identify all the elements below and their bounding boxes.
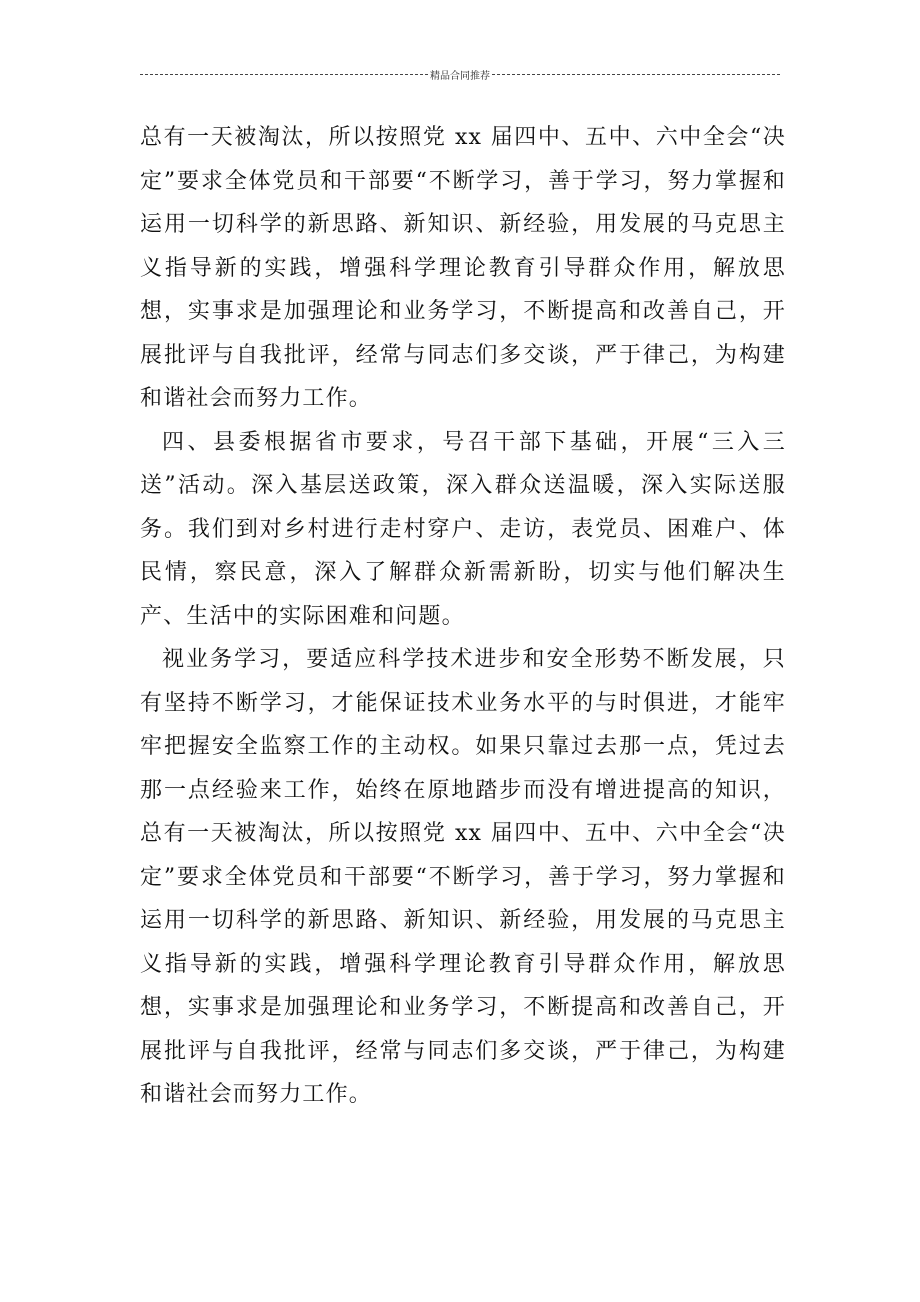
paragraph-3: 视业务学习，要适应科学技术进步和安全形势不断发展，只有坚持不断学习，才能保证技术业务水平的与时俱进，才能牢牢把握安全监察工作的主动权。如果只靠过去那一点，凭过去那一点经验来工作，始终在原地踏步而没有增进提高的知识，总有一天被淘汰，所以按照党 xx 届四中、五中、六中全会“决定”要求全体党员和干部要“不断学习，善于学习，努力掌握和运用一切科学的新思路、新知识、新经验，用发展的马克思主义指导新的实践，增强科学理论教育引导群众作用，解放思想，实事求是加强理论和业务学习，不断提高和改善自己，开展批评与自我批评，经常与同志们多交谈，严于律己，为构建和谐社会而努力工作。 (140, 647, 786, 1107)
paragraph-1: 总有一天被淘汰，所以按照党 xx 届四中、五中、六中全会“决定”要求全体党员和干部要“不断学习，善于学习，努力掌握和运用一切科学的新思路、新知识、新经验，用发展的马克思主义指导新的实践，增强科学理论教育引导群众作用，解放思想，实事求是加强理论和业务学习，不断提高和改善自己，开展批评与自我批评，经常与同志们多交谈，严于律己，为构建和谐社会而努力工作。 (140, 125, 786, 411)
header-title: 精品合同推荐 (430, 70, 490, 82)
page-header (140, 64, 780, 84)
header-rule-left (140, 74, 428, 75)
paragraph-2: 四、县委根据省市要求，号召干部下基础，开展“三入三送”活动。深入基层送政策，深入群众送温暖，深入实际送服务。我们到对乡村进行走村穿户、走访，表党员、困难户、体民情，察民意，深入了解群众新需新盼，切实与他们解决生产、生活中的实际困难和问题。 (140, 429, 786, 629)
header-rule-right (492, 74, 780, 75)
document-body (140, 116, 786, 1117)
